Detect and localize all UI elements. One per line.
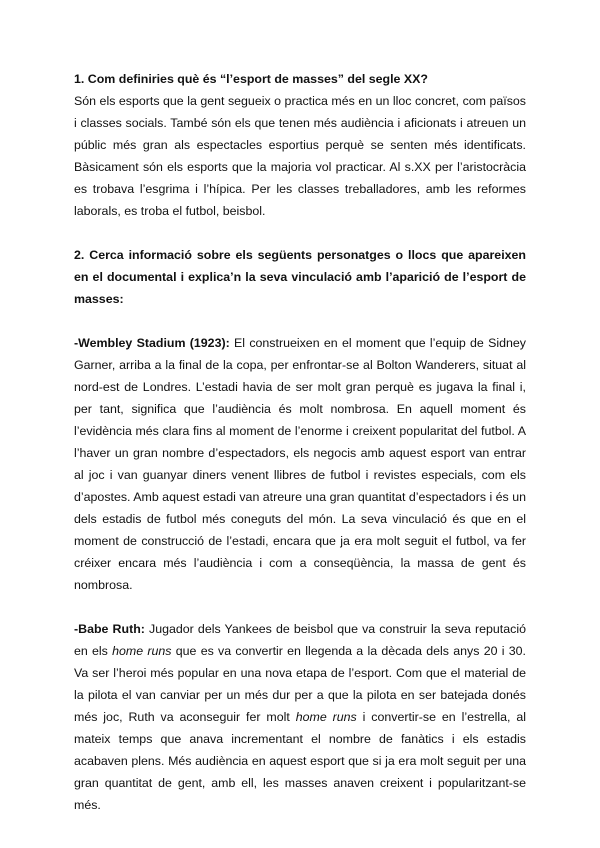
babe-ruth-heading: -Babe Ruth:	[74, 622, 145, 636]
spacer	[74, 222, 526, 244]
babe-ruth-text-3: i convertir-se en l’estrella, al mateix temps que anava incrementant el nombre de fanàtics i els estadis acabaven plens. Més audiència en aquest esport que si ja era molt seguit per una gran quantitat de gent, amb ell, les masses anaven creixent i popularitzant-se més.	[74, 710, 526, 812]
question-2-title: 2. Cerca informació sobre els següents personatges o llocs que apareixen en el documental i explica’n la seva vinculació amb l’aparició de l’esport de masses:	[74, 248, 526, 306]
spacer	[74, 310, 526, 332]
wembley-heading: -Wembley Stadium (1923):	[74, 336, 230, 350]
babe-ruth-text-1: Jugador dels Yankees de beisbol que va construir la seva reputació en els	[74, 622, 526, 658]
babe-ruth-text-2: que es va convertir en llegenda a la dècada dels anys 20 i 30. Va ser l’heroi més popular en una nova etapa de l’esport. Com que el material de la pilota el van canviar per un més dur per a que la pilota en ser batejada donés més joc, Ruth va aconseguir fer molt	[74, 644, 526, 724]
babe-ruth-paragraph	[74, 618, 526, 816]
wembley-text: El construeixen en el moment que l’equip de Sidney Garner, arriba a la final de la copa, per enfrontar-se al Bolton Wanderers, situat al nord-est de Londres. L’estadi havia de ser molt gran perquè es jugava la final i, per tant, significa que l’audiència és molt nombrosa. En aquell moment és l’evidència més clara fins al moment de l’enorme i creixent popularitat del futbol. A l’haver un gran nombre d’espectadors, els negocis amb aquest esport van entrar al joc i van guanyar diners venent llibres de futbol i revistes especials, com els d’apostes. Amb aquest estadi van atreure una gran quantitat d’espectadors i és un dels estadis de futbol més coneguts del món. La seva vinculació és que en el moment de construcció de l’estadi, encara que ja era molt seguit el futbol, va fer créixer encara més l’audiència i com a conseqüència, la massa de gent és nombrosa.	[74, 336, 526, 592]
question-1-title: 1. Com definiries què és “l’esport de masses” del segle XX?	[74, 72, 428, 86]
home-runs-term-2: home runs	[295, 710, 357, 724]
spacer	[74, 596, 526, 618]
home-runs-term-1: home runs	[112, 644, 172, 658]
question-1-answer: Són els esports que la gent segueix o practica més en un lloc concret, com països i classes socials. També són els que tenen més audiència i aficionats i atreuen un públic més gran als espectacles esportius perquè se senten més identificats. Bàsicament són els esports que la majoria vol practicar. Al s.XX per l’aristocràcia es trobava l’esgrima i l’hípica. Per les classes treballadores, amb les reformes laborals, es troba el futbol, beisbol.	[74, 94, 526, 218]
wembley-paragraph	[74, 332, 526, 596]
